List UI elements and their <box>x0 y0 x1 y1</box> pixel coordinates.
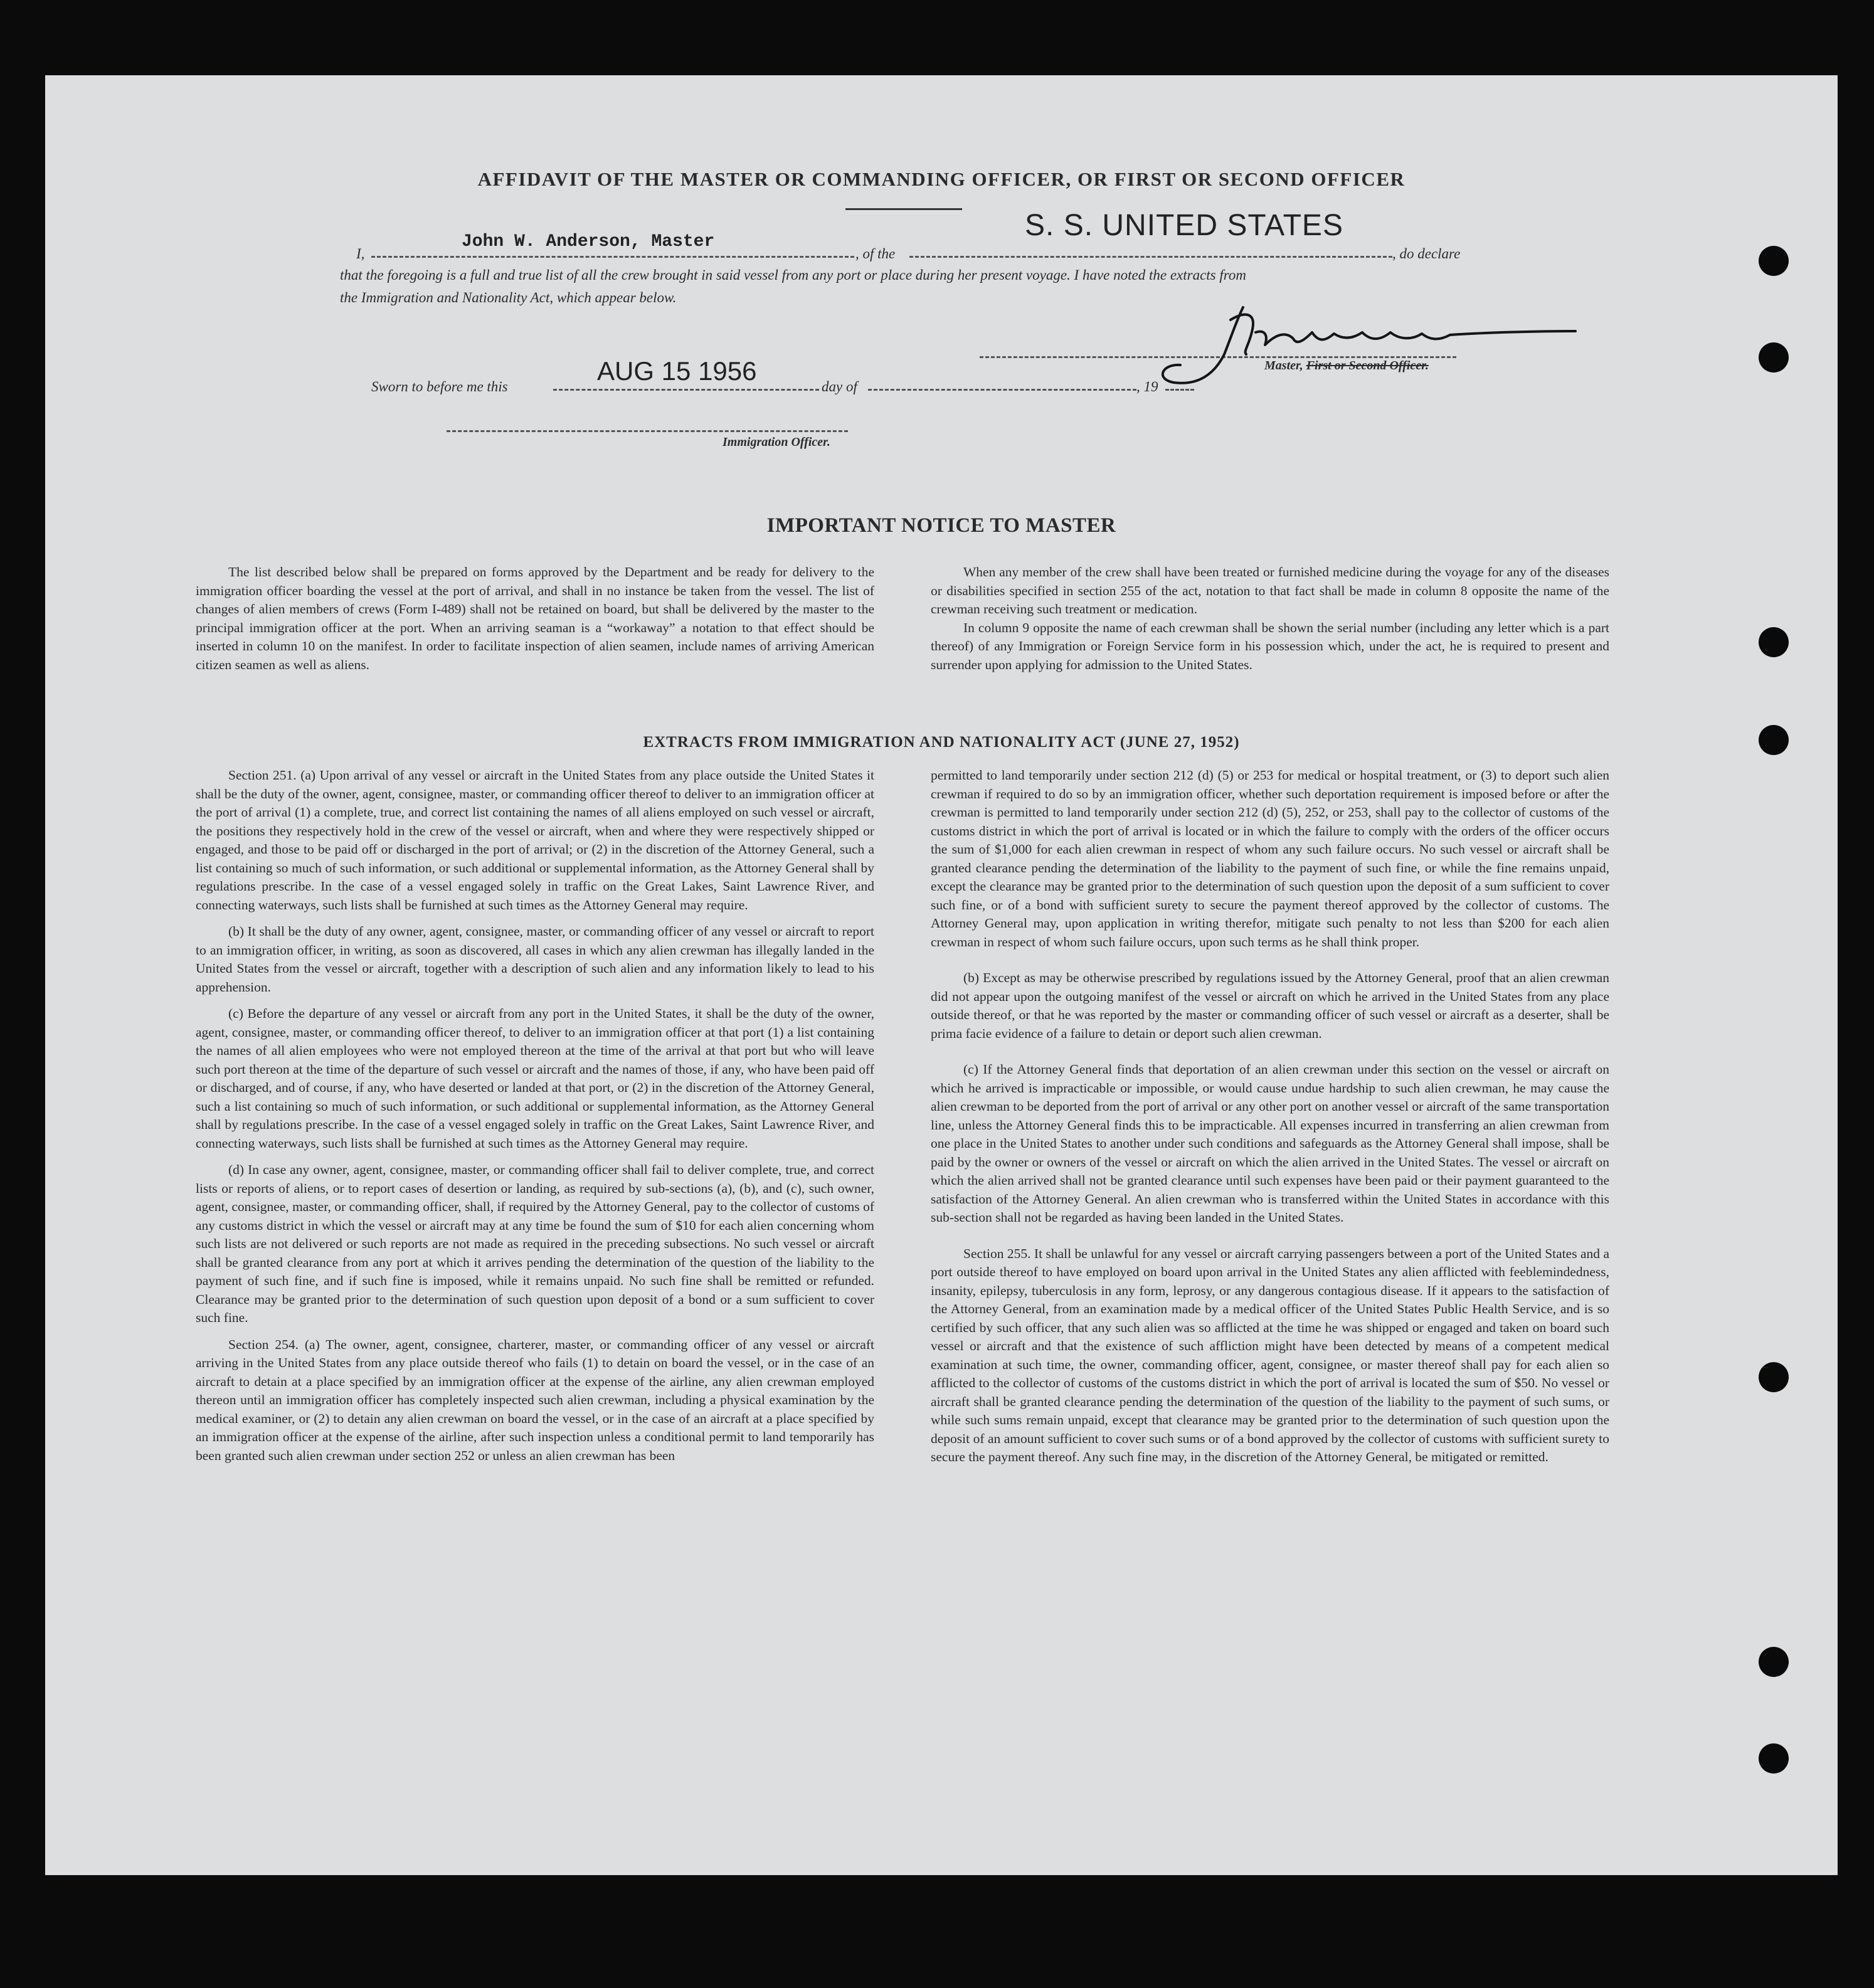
day-of-label: day of <box>822 379 857 394</box>
sworn-date-stamp: AUG 15 1956 <box>597 356 757 386</box>
of-the-label: , of the <box>855 246 896 262</box>
notice-left-paragraph: The list described below shall be prepared on forms approved by the Department and be ready for delivery to the immigration officer boarding the vessel at the port of arrival, and shall in no instance be taken from the vessel. The list of changes of alien members of crews (Form I-489) shall not be retained on board, but shall be delivered by the master to the principal immigration officer at the port. When an arriving seaman is a “workaway” a notation to that effect should be inserted in column 10 on the manifest. In order to facilitate inspection of alien seamen, include names of arriving American citizen seamen as well as aliens. <box>196 564 874 672</box>
year-line <box>1165 389 1194 391</box>
section-254-c: (c) If the Attorney General finds that deportation of an alien crewman under this section on the vessel or aircraft on which he arrived is impracticable or impossible, or would cause undue hardship to such alien crewman, he may cause the alien crewman to be deported from the port of arrival or any other port on another vessel or aircraft of the same transportation line, unless the Attorney General finds this to be impracticable. All expenses incurred in transferring an alien crewman from one place in the United States to another under such conditions and safeguards as the Attorney General shall impose, shall be paid by the owner or owners of the vessel or aircraft on which the alien arrived in the United States. The vessel or aircraft on which the alien arrived shall not be granted clearance until such expenses have been paid or their payment guaranteed to the satisfaction of the Attorney General. An alien crewman who is transferred within the United States in accordance with this sub-section shall not be regarded as having been landed in the United States. <box>931 1062 1609 1225</box>
section-251-b: (b) It shall be the duty of any owner, agent, consignee, master, or commanding officer of any vessel or aircraft to report to an immigration officer, in writing, as soon as discovered, all cases in which any alien crewman has illegally landed in the United States from the vessel or aircraft, together with a description of such alien and any information likely to lead to his apprehension. <box>196 924 874 995</box>
master-label <box>1264 359 1429 373</box>
notice-right-column <box>931 563 1609 674</box>
section-254-a: Section 254. (a) The owner, agent, consignee, charterer, master, or commanding officer of any vessel or aircraft arriving in the United States from any place outside thereof who fails (1) to detain on board the vessel, or in the case of an aircraft to detain at a place specified by an immigration officer at the expense of the airline, any alien crewman employed thereon until an immigration officer has completely inspected such alien crewman, including a physical examination by the medical examiner, or (2) to detain any alien crewman on board the vessel, or in the case of an aircraft at a place specified by an immigration officer at the expense of the airline, after such inspection unless a conditional permit to land temporarily has been granted such alien crewman under section 252 or unless an alien crewman has been <box>196 1336 874 1463</box>
punch-hole <box>1759 725 1789 755</box>
section-251-c: (c) Before the departure of any vessel or aircraft from any port in the United States, it shall be the duty of the owner, agent, consignee, master, or commanding officer thereof, to deliver to an immigration officer at that port (1) a list containing the names of all alien employees who were not employed thereon at the time of the arrival at that port but who will leave such port thereon at the time of the departure of such vessel or aircraft and the names of those, if any, who have been paid off or discharged, and of course, if any, who have deserted or landed at that port, or (2) in the discretion of the Attorney General, such a list containing so much of such information, or such additional or supplemental information, as the Attorney General shall by regulations prescribe. In the case of a vessel engaged solely in traffic on the Great Lakes, Saint Lawrence River, and connecting waterways, such lists shall be furnished at such times as the Attorney General may require. <box>196 1006 874 1151</box>
do-declare-label: , do declare <box>1392 246 1461 262</box>
extracts-title: EXTRACTS FROM IMMIGRATION AND NATIONALITY ACT (JUNE 27, 1952) <box>643 734 1240 751</box>
immigration-officer-label: Immigration Officer. <box>723 435 830 449</box>
immigration-officer-line <box>447 430 848 432</box>
punch-hole <box>1759 342 1789 373</box>
section-251-a: Section 251. (a) Upon arrival of any vessel or aircraft in the United States from any place outside the United States it shall be the duty of the owner, agent, consignee, master, or commanding officer thereof to deliver to an immigration officer at the port of arrival (1) a complete, true, and correct list containing the names of all aliens employed on such vessel or aircraft, the positions they respectively hold in the crew of the vessel or aircraft, when and where they were respectively shipped or engaged, and those to be paid off or discharged in the port of arrival; or (2) in the discretion of the Attorney General, such a list containing so much of such information, or such additional or supplemental information, as the Attorney General shall by regulations prescribe. In the case of a vessel engaged solely in traffic on the Great Lakes, Saint Lawrence River, and connecting waterways, such lists shall be furnished at such times as the Attorney General may require. <box>196 768 874 912</box>
punch-hole <box>1759 627 1789 657</box>
statement-line-2: the Immigration and Nationality Act, which appear below. <box>340 290 677 305</box>
notice-title: IMPORTANT NOTICE TO MASTER <box>766 514 1116 537</box>
extracts-right-column <box>931 766 1609 1467</box>
master-signature-graphic <box>1136 295 1601 389</box>
section-251-d: (d) In case any owner, agent, consignee, master, or commanding officer shall fail to deliver complete, true, and correct lists or reports of aliens, or to report cases of desertion or landing, as required by sub-sections (a), (b), and (c), such owner, agent, consignee, master, or commanding officer, shall, if required by the Attorney General, pay to the collector of customs of any customs district in which the vessel or aircraft may at any time be found the sum of $10 for each alien concerning whom such lists are not delivered or such reports are not made as required in the preceding subsections. No such vessel or aircraft shall be granted clearance from any port at which it arrives pending the determination of the question of the liability to the payment of such fine, and if such fine is imposed, while it remains unpaid. No such fine shall be remitted or refunded. Clearance may be granted prior to the determination of such question upon deposit of a bond or a sum sufficient to cover such fine. <box>196 1162 874 1325</box>
affidavit-title: AFFIDAVIT OF THE MASTER OR COMMANDING OFFICER, OR FIRST OR SECOND OFFICER <box>477 168 1406 190</box>
notice-right-paragraph-1: When any member of the crew shall have been treated or furnished medicine during the voyage for any of the diseases or disabilities specified in section 255 of the act, notation to that fact shall be made in column 8 opposite the name of the crewman receiving such treatment or medication. <box>931 564 1609 616</box>
sworn-label: Sworn to before me this <box>371 379 508 394</box>
section-254-b: (b) Except as may be otherwise prescribed by regulations issued by the Attorney General, proof that an alien crewman did not appear upon the outgoing manifest of the vessel or aircraft on which he arrived in the United States from any place outside thereof, or that he was reported by the master or commanding officer of such vessel or aircraft as a deserter, shall be prima facie evidence of a failure to detain or deport such alien crewman. <box>931 970 1609 1041</box>
sworn-day-line <box>553 389 819 391</box>
title-rule <box>845 208 962 210</box>
notice-right-paragraph-2: In column 9 opposite the name of each crewman shall be shown the serial number (including any letter which is a part thereof) of any Immigration or Foreign Service form in his possession which, under the act, he is required to present and surrender upon applying for admission to the United States. <box>931 620 1609 672</box>
declarant-name: John W. Anderson, Master <box>462 232 715 251</box>
master-label-text: Master, <box>1264 359 1306 373</box>
section-255: Section 255. It shall be unlawful for any vessel or aircraft carrying passengers between a port of the United States and a port outside thereof to have employed on board upon arrival in the United States any alien afflicted with feeblemindedness, insanity, epilepsy, tuberculosis in any form, leprosy, or any dangerous contagious disease. If it appears to the satisfaction of the Attorney General, from an examination made by a medical officer of the United States Public Health Service, and is so certified by such officer, that any such alien was so afflicted at the time he was shipped or engaged and taken on board such vessel or aircraft and that the existence of such affliction might have been detected by means of a competent medical examination at such time, the owner, commanding officer, agent, consignee, or master thereof shall pay for each alien so afflicted to the collector of customs of the customs district in which the port of arrival is located the sum of $50. No vessel or aircraft shall be granted clearance pending the determination of the question of the liability to the payment of such sums, or while such sums remain unpaid, except that clearance may be granted prior to the determination of such question upon the deposit of an amount sufficient to cover such sums or of a bond approved by the collector of customs with sufficient surety to secure the payment thereof. Any such fine may, in the discretion of the Attorney General, be mitigated or remitted. <box>931 1245 1609 1464</box>
prefix-i: I, <box>356 246 365 262</box>
punch-hole <box>1759 1647 1789 1677</box>
section-254-a-continued: permitted to land temporarily under section 212 (d) (5) or 253 for medical or hospital treatment, or (3) to deport such alien crewman if required to do so by an immigration officer, whether such deportation requirement is imposed before or after the crewman is permitted to land temporarily under section 212 (d) (5), 252, or 253, shall pay to the collector of customs of the customs district in which the port of arrival is located or in which the failure to comply with the orders of the officer occurs the sum of $1,000 for each alien crewman in respect of whom any such failure occurs. No such vessel or aircraft shall be granted clearance pending the determination of the liability to the payment of such fine, or while the fine remains unpaid, except the clearance may be granted prior to the determination of such question upon the deposit of a sum sufficient to cover such fine, or of a bond with sufficient surety to secure the payment thereof approved by the collector of customs. The Attorney General may, upon application in writing therefor, mitigate such penalty to not less than $200 for each alien crewman in respect of whom such failure occurs, upon such terms as he shall think proper. <box>931 768 1609 949</box>
month-line <box>868 389 1136 391</box>
notice-left-column <box>196 563 874 674</box>
punch-hole <box>1759 246 1789 276</box>
vessel-line <box>909 256 1392 258</box>
punch-hole <box>1759 1743 1789 1774</box>
struck-officer-label: First or Second Officer. <box>1306 359 1429 373</box>
year-label: , 19 <box>1136 379 1158 394</box>
extracts-left-column <box>196 766 874 1465</box>
vessel-name-stamp: S. S. UNITED STATES <box>1025 209 1343 242</box>
punch-hole <box>1759 1362 1789 1392</box>
document-page <box>45 75 1838 1875</box>
declarant-line <box>371 256 854 258</box>
statement-line-1: that the foregoing is a full and true list of all the crew brought in said vessel from any port or place during her present voyage. I have noted the extracts from <box>340 267 1246 283</box>
